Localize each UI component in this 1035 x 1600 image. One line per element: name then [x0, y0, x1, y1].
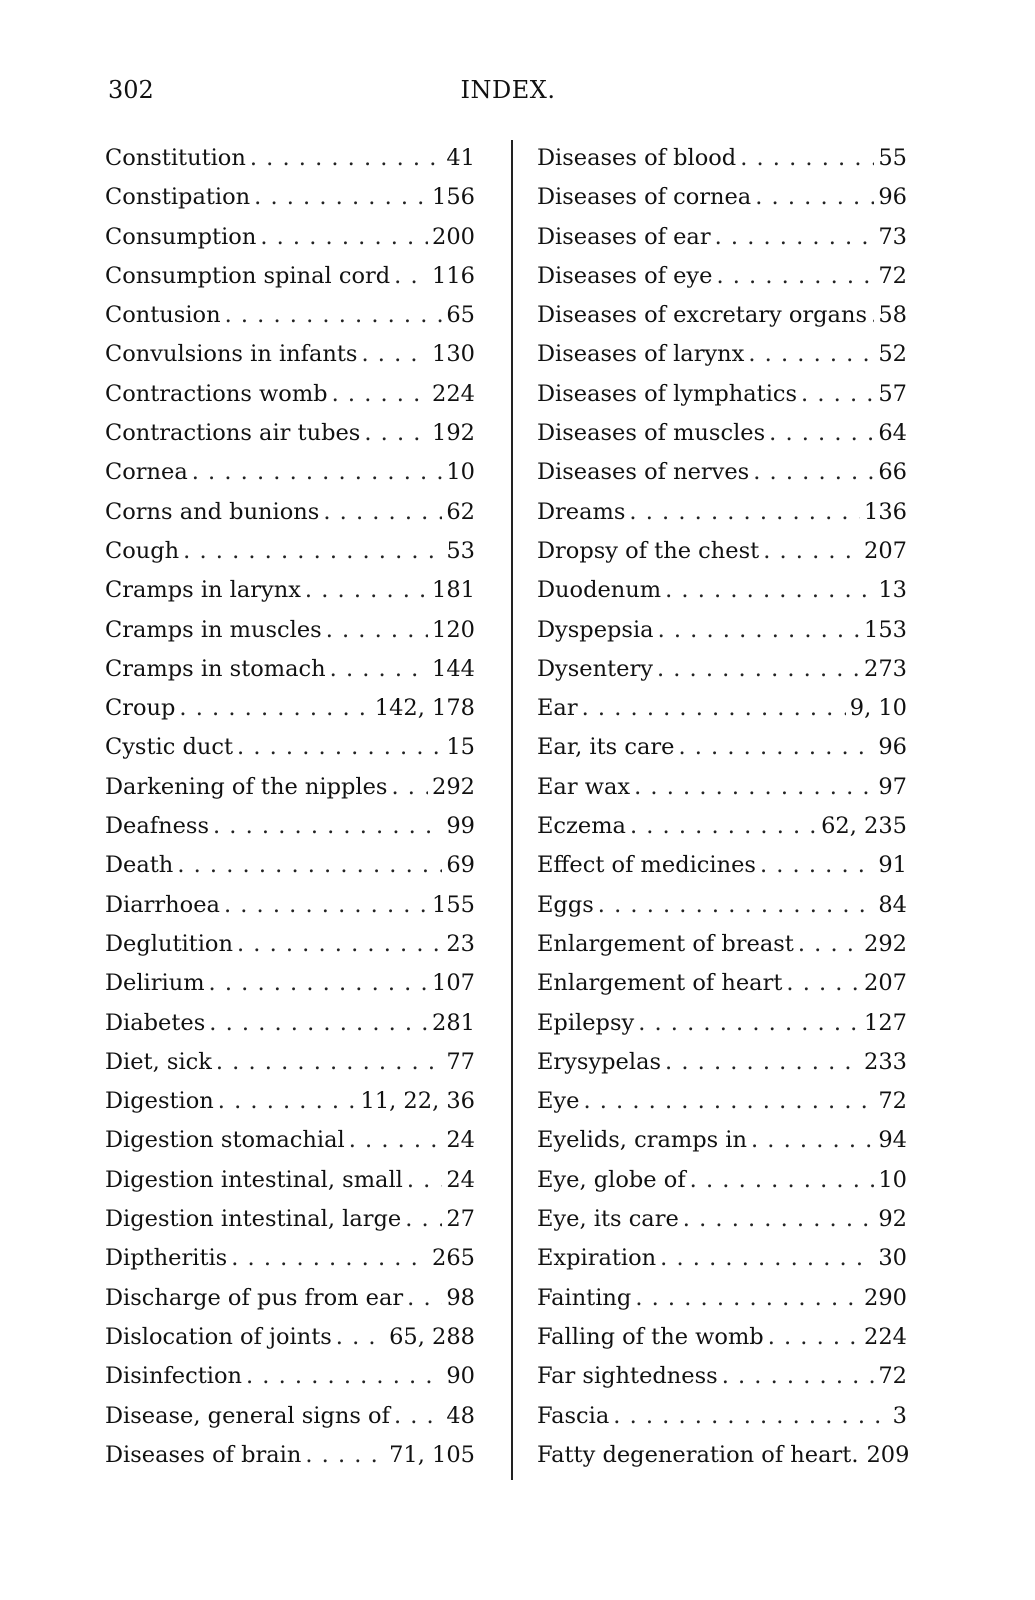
- entry-pages: 156: [432, 184, 475, 211]
- dot-leader: [753, 459, 874, 485]
- entry-term: Fatty degeneration of heart.: [537, 1441, 859, 1468]
- entry-pages: 181: [432, 577, 475, 604]
- dot-leader: [786, 970, 860, 996]
- entry-term: Diseases of eye: [537, 262, 713, 289]
- entry-pages: 292: [864, 930, 907, 957]
- index-entry: [105, 970, 475, 1009]
- dot-leader: [613, 1403, 888, 1429]
- index-entry: [105, 813, 475, 852]
- dot-leader: [630, 813, 817, 839]
- dot-leader: [635, 1285, 860, 1311]
- entry-term: Cramps in larynx: [105, 577, 301, 604]
- entry-pages: 107: [432, 970, 475, 997]
- index-entry: [537, 302, 907, 341]
- entry-term: Ear wax: [537, 773, 631, 800]
- entry-pages: 72: [878, 262, 907, 289]
- entry-pages: 120: [432, 616, 475, 643]
- dot-leader: [665, 577, 874, 603]
- entry-pages: 3: [892, 1402, 907, 1429]
- dot-leader: [405, 1206, 442, 1232]
- entry-term: Corns and bunions: [105, 498, 320, 525]
- index-entry: [105, 931, 475, 970]
- entry-term: Dyspepsia: [537, 616, 654, 643]
- entry-term: Eye, its care: [537, 1206, 679, 1233]
- dot-leader: [225, 302, 443, 328]
- index-entry: [105, 341, 475, 380]
- index-entry: [537, 734, 907, 773]
- dot-leader: [332, 381, 428, 407]
- index-entry: [105, 695, 475, 734]
- dot-leader: [209, 970, 429, 996]
- entry-pages: 84: [878, 891, 907, 918]
- entry-term: Cornea: [105, 459, 188, 486]
- entry-term: Diseases of lymphatics: [537, 380, 798, 407]
- entry-term: Diseases of nerves: [537, 459, 750, 486]
- entry-term: Erysypelas: [537, 1048, 662, 1075]
- index-entry: [537, 892, 907, 931]
- entry-term: Enlargement of heart: [537, 970, 783, 997]
- entry-term: Ear: [537, 695, 578, 722]
- dot-leader: [231, 1245, 428, 1271]
- entry-term: Croup: [105, 695, 176, 722]
- dot-leader: [407, 1167, 443, 1193]
- entry-term: Diseases of brain: [105, 1441, 302, 1468]
- entry-term: Dropsy of the chest: [537, 537, 760, 564]
- entry-pages: 94: [878, 1127, 907, 1154]
- dot-leader: [305, 1442, 385, 1468]
- index-entry: [537, 1206, 907, 1245]
- dot-leader: [177, 852, 442, 878]
- index-entry: [537, 852, 907, 891]
- entry-term: Eye: [537, 1088, 580, 1115]
- entry-pages: 153: [864, 616, 907, 643]
- dot-leader: [326, 617, 428, 643]
- entry-term: Digestion intestinal, large: [105, 1206, 402, 1233]
- entry-term: Epilepsy: [537, 1009, 635, 1036]
- index-entry: [537, 341, 907, 380]
- entry-pages: 224: [432, 380, 475, 407]
- dot-leader: [769, 420, 874, 446]
- dot-leader: [660, 1245, 874, 1271]
- entry-pages: 96: [878, 734, 907, 761]
- dot-leader: [250, 145, 443, 171]
- entry-pages: 155: [432, 891, 475, 918]
- dot-leader: [330, 656, 428, 682]
- dot-leader: [583, 1088, 874, 1114]
- index-entry: [537, 617, 907, 656]
- entry-pages: 281: [432, 1009, 475, 1036]
- index-entry: [105, 1245, 475, 1284]
- index-entry: [537, 1167, 907, 1206]
- entry-pages: 58: [878, 302, 907, 329]
- entry-pages: 24: [446, 1127, 475, 1154]
- entry-pages: 130: [432, 341, 475, 368]
- entry-term: Cough: [105, 537, 180, 564]
- dot-leader: [391, 774, 428, 800]
- index-entry: [105, 1442, 475, 1481]
- index-entry: [537, 813, 907, 852]
- dot-leader: [260, 224, 428, 250]
- page-header: [108, 76, 908, 116]
- entry-term: Constipation: [105, 184, 251, 211]
- dot-leader: [678, 734, 874, 760]
- entry-pages: 10: [446, 459, 475, 486]
- dot-leader: [657, 656, 860, 682]
- index-entry: [537, 931, 907, 970]
- entry-term: Digestion: [105, 1088, 214, 1115]
- running-title: INDEX.: [460, 76, 556, 104]
- index-entry: [537, 656, 907, 695]
- entry-pages: 53: [446, 537, 475, 564]
- entry-pages: 57: [878, 380, 907, 407]
- index-entry: [105, 577, 475, 616]
- index-entry: [537, 695, 907, 734]
- entry-term: Digestion stomachial: [105, 1127, 345, 1154]
- index-entry: [105, 1403, 475, 1442]
- entry-term: Diseases of muscles: [537, 420, 766, 447]
- index-entry: [105, 852, 475, 891]
- dot-leader: [598, 892, 875, 918]
- index-entry: [105, 459, 475, 498]
- entry-pages: 55: [878, 145, 907, 171]
- entry-term: Eczema: [537, 813, 626, 840]
- entry-term: Contusion: [105, 302, 221, 329]
- index-entry: [537, 420, 907, 459]
- dot-leader: [634, 774, 874, 800]
- entry-pages: 23: [446, 930, 475, 957]
- entry-term: Cystic duct: [105, 734, 234, 761]
- entry-pages: 96: [878, 184, 907, 211]
- index-entry: [105, 617, 475, 656]
- entry-term: Consumption: [105, 223, 257, 250]
- entry-term: Consumption spinal cord: [105, 262, 391, 289]
- entry-pages: 13: [878, 577, 907, 604]
- entry-pages: 207: [864, 537, 907, 564]
- index-entry: [105, 1127, 475, 1166]
- entry-term: Death: [105, 852, 174, 879]
- dot-leader: [394, 1403, 442, 1429]
- entry-pages: 15: [446, 734, 475, 761]
- index-entry: [105, 1010, 475, 1049]
- index-entry: [105, 734, 475, 773]
- entry-term: Disease, general signs of: [105, 1402, 390, 1429]
- entry-term: Diabetes: [105, 1009, 206, 1036]
- dot-leader: [582, 695, 846, 721]
- dot-leader: [716, 263, 874, 289]
- entry-term: Diarrhoea: [105, 891, 220, 918]
- entry-pages: 66: [878, 459, 907, 486]
- index-entry: [105, 538, 475, 577]
- entry-pages: 91: [878, 852, 907, 879]
- dot-leader: [665, 1049, 860, 1075]
- entry-term: Eyelids, cramps in: [537, 1127, 747, 1154]
- entry-term: Dysentery: [537, 655, 653, 682]
- dot-leader: [237, 931, 442, 957]
- index-entry: [105, 1049, 475, 1088]
- dot-leader: [364, 420, 428, 446]
- entry-term: Diseases of excretary organs: [537, 302, 868, 329]
- entry-term: Cramps in muscles: [105, 616, 322, 643]
- entry-term: Diseases of larynx: [537, 341, 745, 368]
- entry-pages: 11, 22, 36: [360, 1088, 475, 1115]
- index-entry: [537, 459, 907, 498]
- dot-leader: [183, 538, 442, 564]
- index-entry: [537, 1245, 907, 1284]
- index-entry: [537, 1324, 907, 1363]
- entry-pages: 98: [446, 1284, 475, 1311]
- entry-pages: 233: [864, 1048, 907, 1075]
- dot-leader: [394, 263, 428, 289]
- entry-pages: 127: [864, 1009, 907, 1036]
- dot-leader: [179, 695, 370, 721]
- index-entry: [105, 774, 475, 813]
- dot-leader: [760, 852, 874, 878]
- entry-pages: 77: [446, 1048, 475, 1075]
- entry-term: Diptheritis: [105, 1245, 228, 1272]
- entry-pages: 69: [446, 852, 475, 879]
- index-entry: [537, 1363, 907, 1402]
- entry-pages: 27: [446, 1206, 475, 1233]
- entry-pages: 224: [864, 1323, 907, 1350]
- entry-term: Deglutition: [105, 930, 233, 957]
- page-number: 302: [108, 76, 154, 104]
- index-entry: [537, 1088, 907, 1127]
- index-entry: [105, 1363, 475, 1402]
- index-entry: [537, 1127, 907, 1166]
- entry-pages: 144: [432, 655, 475, 682]
- index-entry: [537, 145, 907, 184]
- entry-term: Diseases of ear: [537, 223, 711, 250]
- entry-term: Dislocation of joints: [105, 1323, 332, 1350]
- entry-pages: 265: [432, 1245, 475, 1272]
- index-entry: [105, 1206, 475, 1245]
- index-column-left: [105, 145, 475, 1481]
- entry-pages: 52: [878, 341, 907, 368]
- entry-term: Eye, globe of: [537, 1166, 686, 1193]
- index-entry: [105, 1088, 475, 1127]
- index-entry: [537, 1010, 907, 1049]
- entry-pages: 72: [878, 1088, 907, 1115]
- dot-leader: [336, 1324, 385, 1350]
- entry-pages: 41: [446, 145, 475, 171]
- entry-pages: 99: [446, 813, 475, 840]
- dot-leader: [722, 1363, 875, 1389]
- entry-term: Darkening of the nipples: [105, 773, 388, 800]
- entry-pages: 292: [432, 773, 475, 800]
- index-entry: [537, 577, 907, 616]
- entry-term: Dreams: [537, 498, 626, 525]
- index-entry: [537, 1403, 907, 1442]
- dot-leader: [254, 184, 428, 210]
- entry-term: Diseases of blood: [537, 145, 737, 171]
- entry-term: Discharge of pus from ear: [105, 1284, 404, 1311]
- index-entry: [105, 263, 475, 302]
- entry-pages: 24: [446, 1166, 475, 1193]
- index-entry: [537, 263, 907, 302]
- index-entry: [537, 1285, 907, 1324]
- entry-pages: 142, 178: [374, 695, 475, 722]
- dot-leader: [715, 224, 875, 250]
- dot-leader: [690, 1167, 875, 1193]
- entry-pages: 136: [864, 498, 907, 525]
- dot-leader: [740, 145, 874, 171]
- dot-leader: [768, 1324, 860, 1350]
- index-entry: [105, 656, 475, 695]
- dot-leader: [224, 892, 428, 918]
- entry-term: Disinfection: [105, 1363, 242, 1390]
- entry-pages: 97: [878, 773, 907, 800]
- dot-leader: [216, 1049, 442, 1075]
- column-divider: [511, 140, 513, 1480]
- entry-term: Delirium: [105, 970, 205, 997]
- entry-term: Diseases of cornea: [537, 184, 752, 211]
- entry-pages: 116: [432, 262, 475, 289]
- index-entry: [105, 499, 475, 538]
- dot-leader: [305, 577, 428, 603]
- entry-term: Eggs: [537, 891, 594, 918]
- dot-leader: [361, 341, 428, 367]
- index-entry: [537, 184, 907, 223]
- index-entry: [537, 1441, 910, 1481]
- index-column-right: [537, 145, 910, 1481]
- index-entry: [105, 892, 475, 931]
- entry-pages: 65, 288: [389, 1323, 475, 1350]
- entry-term: Digestion intestinal, small: [105, 1166, 403, 1193]
- entry-pages: 10: [878, 1166, 907, 1193]
- entry-pages: 200: [432, 223, 475, 250]
- index-entry: [105, 302, 475, 341]
- dot-leader: [407, 1285, 442, 1311]
- dot-leader: [629, 499, 860, 525]
- dot-leader: [213, 813, 442, 839]
- dot-leader: [209, 1010, 428, 1036]
- dot-leader: [246, 1363, 442, 1389]
- index-entry: [537, 538, 907, 577]
- dot-leader: [638, 1010, 860, 1036]
- entry-term: Enlargement of breast: [537, 930, 794, 957]
- index-entry: [105, 184, 475, 223]
- entry-pages: 72: [878, 1363, 907, 1390]
- entry-pages: 65: [446, 302, 475, 329]
- dot-leader: [218, 1088, 357, 1114]
- dot-leader: [801, 381, 874, 407]
- index-entry: [537, 970, 907, 1009]
- entry-pages: 30: [878, 1245, 907, 1272]
- entry-pages: 273: [864, 655, 907, 682]
- index-entry: [537, 224, 907, 263]
- index-entry: [105, 224, 475, 263]
- index-entry: [537, 499, 907, 538]
- entry-pages: 62, 235: [821, 813, 907, 840]
- entry-term: Effect of medicines: [537, 852, 756, 879]
- index-entry: [105, 1285, 475, 1324]
- dot-leader: [755, 184, 874, 210]
- entry-pages: 9, 10: [849, 695, 907, 722]
- entry-term: Duodenum: [537, 577, 662, 604]
- entry-term: Far sightedness: [537, 1363, 718, 1390]
- entry-pages: 290: [864, 1284, 907, 1311]
- index-entry: [105, 381, 475, 420]
- dot-leader: [349, 1127, 443, 1153]
- dot-leader: [323, 499, 442, 525]
- entry-pages: 71, 105: [389, 1441, 475, 1468]
- entry-term: Ear, its care: [537, 734, 675, 761]
- entry-term: Constitution: [105, 145, 246, 171]
- entry-term: Deafness: [105, 813, 209, 840]
- entry-term: Falling of the womb: [537, 1323, 764, 1350]
- index-entry: [537, 1049, 907, 1088]
- dot-leader: [748, 341, 874, 367]
- index-entry: [105, 420, 475, 459]
- entry-term: Expiration: [537, 1245, 657, 1272]
- dot-leader: [871, 302, 874, 328]
- entry-pages: 92: [878, 1206, 907, 1233]
- index-entry: [105, 1324, 475, 1363]
- entry-pages: 62: [446, 498, 475, 525]
- entry-pages: 209: [866, 1441, 910, 1468]
- entry-term: Contractions womb: [105, 380, 328, 407]
- entry-term: Contractions air tubes: [105, 420, 361, 447]
- dot-leader: [658, 617, 860, 643]
- entry-term: Fainting: [537, 1284, 632, 1311]
- dot-leader: [683, 1206, 875, 1232]
- index-entry: [537, 381, 907, 420]
- index-entry: [105, 1167, 475, 1206]
- entry-pages: 64: [878, 420, 907, 447]
- entry-pages: 73: [878, 223, 907, 250]
- dot-leader: [192, 459, 443, 485]
- entry-term: Convulsions in infants: [105, 341, 358, 368]
- entry-pages: 207: [864, 970, 907, 997]
- index-entry: [105, 145, 475, 184]
- entry-pages: 90: [446, 1363, 475, 1390]
- entry-term: Fascia: [537, 1402, 610, 1429]
- dot-leader: [751, 1127, 874, 1153]
- entry-pages: 48: [446, 1402, 475, 1429]
- entry-pages: 192: [432, 420, 475, 447]
- entry-term: Cramps in stomach: [105, 655, 326, 682]
- dot-leader: [237, 734, 442, 760]
- index-entry: [537, 774, 907, 813]
- dot-leader: [763, 538, 860, 564]
- dot-leader: [798, 931, 860, 957]
- entry-term: Diet, sick: [105, 1048, 212, 1075]
